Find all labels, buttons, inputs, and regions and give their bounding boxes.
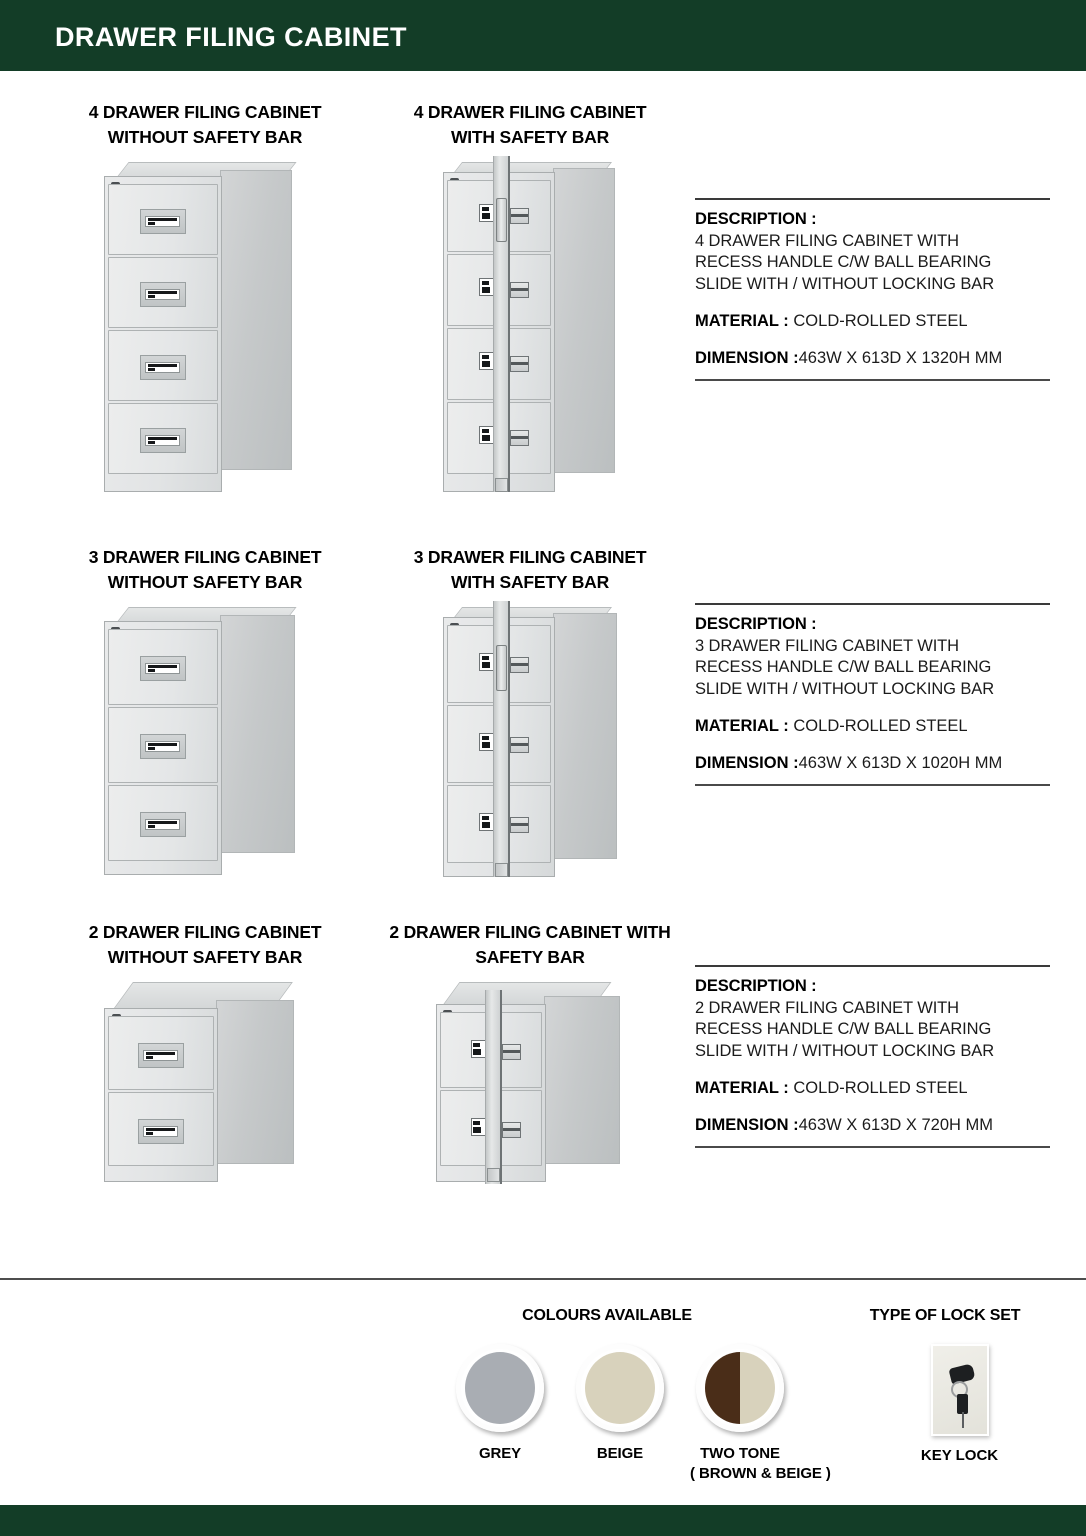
colour-label-sub: ( BROWN & BEIGE ) — [690, 1465, 831, 1482]
material-row — [695, 1077, 1050, 1099]
cabinet-image-safety-bar — [375, 162, 685, 492]
product-card-with-safety-bar — [375, 920, 685, 1182]
colour-label: GREY — [478, 1445, 522, 1462]
product-card-without-safety-bar — [35, 920, 375, 1182]
product-description-2-drawer — [695, 965, 1050, 1148]
swatch-fill — [465, 1352, 535, 1424]
divider-bottom — [695, 379, 1050, 381]
dimension-value: 463W X 613D X 720H MM — [798, 1116, 994, 1134]
lock-label: KEY LOCK — [920, 1447, 999, 1464]
page-title: DRAWER FILING CABINET — [55, 22, 407, 52]
dimension-value: 463W X 613D X 1320H MM — [798, 349, 1003, 367]
page-header — [0, 0, 1086, 71]
description-line-3: SLIDE WITH / WITHOUT LOCKING BAR — [695, 679, 995, 698]
safety-bar-handle — [496, 645, 507, 691]
lock-set-item[interactable] — [912, 1344, 1007, 1464]
product-title-line1: 2 DRAWER FILING CABINET — [88, 922, 322, 942]
swatch-disc — [696, 1344, 784, 1432]
material-value: COLD-ROLLED STEEL — [793, 717, 968, 735]
material-row — [695, 715, 1050, 737]
key-lock-icon — [931, 1344, 989, 1436]
swatch-fill — [585, 1352, 655, 1424]
key-body — [957, 1394, 968, 1414]
lock-set-title: TYPE OF LOCK SET — [869, 1307, 1021, 1324]
cabinet-image-safety-bar — [375, 982, 685, 1182]
product-title-line2: WITHOUT SAFETY BAR — [107, 572, 303, 592]
safety-bar-handle — [496, 198, 507, 242]
description-line-1: 3 DRAWER FILING CABINET WITH — [695, 636, 959, 655]
product-title-line1: 4 DRAWER FILING CABINET — [413, 102, 647, 122]
colour-swatch-beige[interactable] — [570, 1344, 670, 1484]
dimension-value: 463W X 613D X 1020H MM — [798, 754, 1003, 772]
description-line-3: SLIDE WITH / WITHOUT LOCKING BAR — [695, 1041, 995, 1060]
description-line-2: RECESS HANDLE C/W BALL BEARING — [695, 1020, 992, 1038]
product-section-4-drawer — [0, 100, 1086, 530]
product-title-line2: SAFETY BAR — [475, 947, 585, 967]
colour-swatch-list — [450, 1344, 831, 1484]
cabinet-image-plain — [35, 982, 375, 1182]
description-line-2: RECESS HANDLE C/W BALL BEARING — [695, 253, 992, 271]
swatch-fill — [705, 1352, 775, 1424]
product-title — [35, 920, 375, 970]
key-blade — [962, 1412, 964, 1428]
cabinet-image-safety-bar — [375, 607, 685, 877]
product-title-line2: WITH SAFETY BAR — [450, 572, 610, 592]
material-label: MATERIAL : — [695, 717, 789, 735]
description-line-1: 4 DRAWER FILING CABINET WITH — [695, 231, 959, 250]
description-line-2: RECESS HANDLE C/W BALL BEARING — [695, 658, 992, 676]
colour-swatch-grey[interactable] — [450, 1344, 550, 1484]
product-card-without-safety-bar — [35, 545, 375, 875]
product-title-line1: 2 DRAWER FILING CABINET WITH — [389, 922, 671, 942]
material-label: MATERIAL : — [695, 312, 789, 330]
page-footer — [0, 1505, 1086, 1536]
product-card-with-safety-bar — [375, 100, 685, 492]
cabinet-image-plain — [35, 162, 375, 492]
product-title — [35, 100, 375, 150]
colour-swatch-two-tone[interactable] — [690, 1344, 831, 1484]
product-title — [375, 100, 685, 150]
product-title-line2: WITH SAFETY BAR — [450, 127, 610, 147]
swatch-fill-beige — [740, 1352, 775, 1424]
material-row — [695, 310, 1050, 332]
product-card-with-safety-bar — [375, 545, 685, 877]
dimension-row — [695, 752, 1050, 774]
description-label: DESCRIPTION : — [695, 615, 817, 633]
product-title-line1: 3 DRAWER FILING CABINET — [413, 547, 647, 567]
safety-bar — [485, 990, 501, 1184]
description-line-1: 2 DRAWER FILING CABINET WITH — [695, 998, 959, 1017]
product-title-line2: WITHOUT SAFETY BAR — [107, 947, 303, 967]
cabinet-image-plain — [35, 607, 375, 875]
product-title — [375, 920, 685, 970]
product-title-line1: 4 DRAWER FILING CABINET — [88, 102, 322, 122]
product-section-2-drawer — [0, 920, 1086, 1250]
swatch-disc — [456, 1344, 544, 1432]
colour-label: TWO TONE — [700, 1445, 780, 1462]
product-description-4-drawer — [695, 198, 1050, 381]
swatch-disc — [576, 1344, 664, 1432]
product-card-without-safety-bar — [35, 100, 375, 492]
colours-available-title: COLOURS AVAILABLE — [522, 1307, 692, 1324]
description-label: DESCRIPTION : — [695, 977, 817, 995]
material-label: MATERIAL : — [695, 1079, 789, 1097]
dimension-label: DIMENSION : — [695, 1116, 799, 1134]
swatch-fill-brown — [705, 1352, 740, 1424]
description-label: DESCRIPTION : — [695, 210, 817, 228]
dimension-row — [695, 1114, 1050, 1136]
section-divider — [0, 1278, 1086, 1280]
description-line-3: SLIDE WITH / WITHOUT LOCKING BAR — [695, 274, 995, 293]
dimension-label: DIMENSION : — [695, 754, 799, 772]
colour-label: BEIGE — [596, 1445, 644, 1462]
material-value: COLD-ROLLED STEEL — [793, 312, 968, 330]
dimension-row — [695, 347, 1050, 369]
product-title — [35, 545, 375, 595]
divider-bottom — [695, 1146, 1050, 1148]
product-title-line1: 3 DRAWER FILING CABINET — [88, 547, 322, 567]
material-value: COLD-ROLLED STEEL — [793, 1079, 968, 1097]
dimension-label: DIMENSION : — [695, 349, 799, 367]
divider-bottom — [695, 784, 1050, 786]
product-description-3-drawer — [695, 603, 1050, 786]
product-section-3-drawer — [0, 545, 1086, 915]
product-title-line2: WITHOUT SAFETY BAR — [107, 127, 303, 147]
safety-bar — [493, 601, 509, 877]
product-title — [375, 545, 685, 595]
